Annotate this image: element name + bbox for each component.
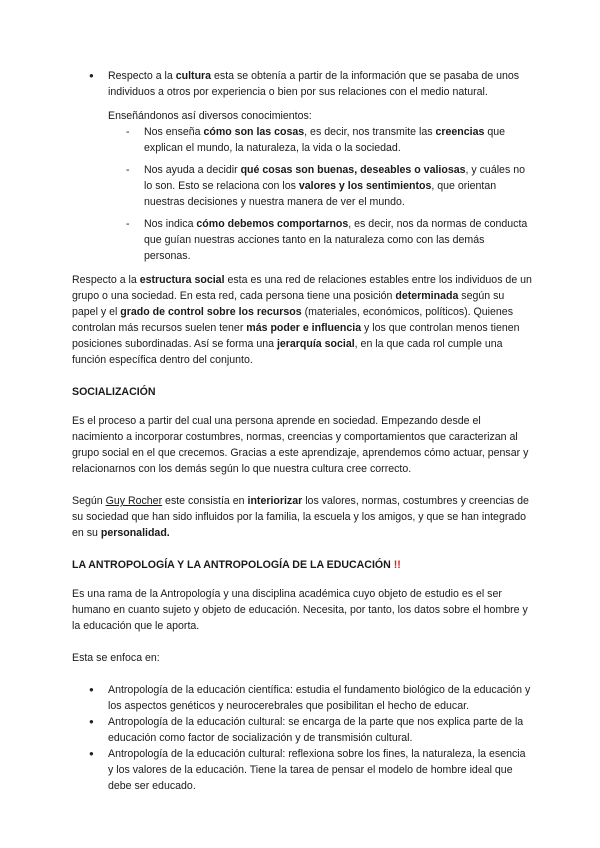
text-span: , que orientan nuestras decisiones y nuestra manera de ver el mundo.: [144, 180, 497, 208]
bold-term: creencias: [435, 126, 485, 138]
text-span: , es decir, nos transmite las: [304, 126, 436, 138]
text-span: Según: [72, 495, 106, 507]
bold-term: personalidad.: [100, 527, 170, 539]
bold-term: estructura social: [139, 274, 225, 286]
anthropology-heading: [72, 557, 532, 573]
bold-term: cómo debemos comportarnos: [196, 218, 349, 230]
bold-term: interiorizar: [247, 495, 303, 507]
culture-bullet: [72, 68, 532, 100]
anthropology-paragraph: Es una rama de la Antropología y una disciplina académica cuyo objeto de estudio es el ser humano en cuanto sujeto y objeto de educación. Necesita, por tanto, los datos sobre el hombre y la educación que le aporta.: [72, 588, 528, 632]
text-span: y los que controlan menos tienen posiciones subordinadas. Así se forma una: [72, 322, 520, 350]
text-span: esta se obtenía a partir de la información que se pasaba de unos individuos a otros por experiencia o bien por sus relaciones con el medio natural.: [108, 70, 520, 98]
bold-term: cómo son las cosas: [203, 126, 305, 138]
socialization-heading: SOCIALIZACIÓN: [72, 386, 156, 398]
teaching-item-2: [108, 162, 532, 210]
focus-intro: Esta se enfoca en:: [72, 652, 160, 664]
bold-term: cultura: [175, 70, 212, 82]
bold-term: qué cosas son buenas, deseables o valiosas: [240, 164, 466, 176]
bold-term: jerarquía social: [276, 338, 355, 350]
teaching-item-1: [108, 124, 532, 156]
rocher-paragraph: [72, 493, 532, 541]
text-span: los valores, normas, costumbres y creencias de su sociedad que han sido influidos por la familia, la escuela y los amigos, y que se han integrado en su: [72, 495, 529, 539]
culture-list: [72, 68, 532, 100]
bold-term: más poder e influencia: [246, 322, 362, 334]
text-span: (materiales, económicos, políticos). Quienes controlan más recursos suelen tener: [72, 306, 513, 334]
text-span: , y cuáles no lo son. Esto se relaciona con los: [144, 164, 525, 192]
guy-rocher-link[interactable]: Guy Rocher: [105, 495, 163, 507]
focus-item-3: ● Antropología de la educación cultural: reflexiona sobre los fines, la naturaleza, la esencia y los valores de la educación. Tiene la tarea de pensar el modelo de hombre ideal que debe ser educado.: [72, 746, 532, 794]
bold-term: grado de control sobre los recursos: [120, 306, 302, 318]
text-span: Nos ayuda a decidir: [144, 164, 241, 176]
teachings-intro: Enseñándonos así diversos conocimientos:: [108, 110, 312, 122]
text-span: Respecto a la: [72, 274, 140, 286]
text-span: Nos enseña: [144, 126, 204, 138]
socialization-paragraph: Es el proceso a partir del cual una persona aprende en sociedad. Empezando desde el nacimiento a incorporar costumbres, normas, creencias y comportamientos que caracterizan al grupo social en el que crecemos. Gracias a este aprendizaje, aprendemos cómo actuar, pensar y relacionarnos con los demás según lo que nuestra cultura cree correcto.: [72, 415, 529, 475]
exclamation-mark: !!: [393, 559, 401, 571]
text-span: Respecto a la: [108, 70, 176, 82]
text-span: , en la que cada rol cumple una función específica dentro del conjunto.: [72, 338, 503, 366]
focus-item-2: ● Antropología de la educación cultural: se encarga de la parte que nos explica parte de la educación como factor de socialización y de transmisión cultural.: [72, 714, 532, 746]
teachings-list: [72, 124, 532, 264]
focus-list: [72, 682, 532, 794]
text-span: según su papel y el: [72, 290, 505, 318]
text-span: que explican el mundo, la naturaleza, la vida o la sociedad.: [144, 126, 505, 154]
heading-text: LA ANTROPOLOGÍA Y LA ANTROPOLOGÍA DE LA EDUCACIÓN: [72, 559, 394, 571]
bold-term: valores y los sentimientos: [298, 180, 432, 192]
teaching-item-3: [108, 216, 532, 264]
text-span: este consistía en: [162, 495, 248, 507]
focus-item-1: ● Antropología de la educación científica: estudia el fundamento biológico de la educación y los aspectos genéticos y neurocerebrales que posibilitan el hecho de educar.: [72, 682, 532, 714]
text-span: Nos indica: [144, 218, 197, 230]
bold-term: determinada: [395, 290, 459, 302]
text-span: esta es una red de relaciones estables entre los individuos de un grupo o una sociedad. En esta red, cada persona tiene una posición: [72, 274, 532, 302]
text-span: , es decir, nos da normas de conducta que guían nuestras acciones tanto en la naturaleza como con las demás personas.: [144, 218, 528, 262]
social-structure-paragraph: [72, 272, 532, 368]
